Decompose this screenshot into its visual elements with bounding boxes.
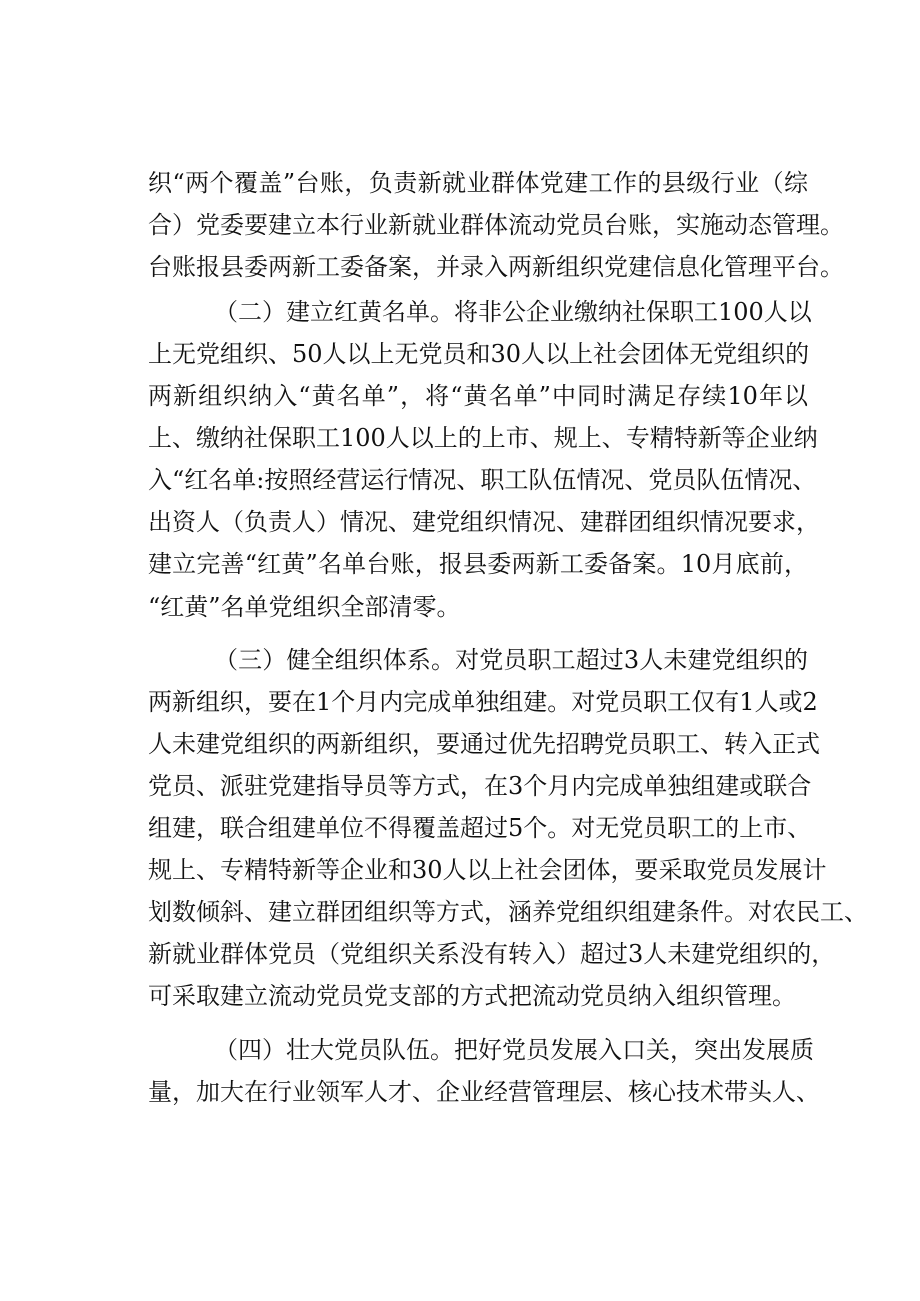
text-line: 合）党委要建立本行业新就业群体流动党员台账，实施动态管理。 [148,211,844,239]
text-line: 规上、专精特新等企业和30人以上社会团体，要采取党员发展计 [148,856,827,884]
text-line: 台账报县委两新工委备案，并录入两新组织党建信息化管理平台。 [148,253,844,281]
text-line: “红黄”名单党组织全部清零。 [148,593,461,621]
section-heading-line: （四）壮大党员队伍。把好党员发展入口关，突出发展质 [214,1036,814,1064]
text-line: 入“红名单:按照经营运行情况、职工队伍情况、党员队伍情况、 [148,466,817,494]
text-line: 两新组织纳入“黄名单”，将“黄名单”中同时满足存续10年以 [148,382,808,410]
text-line: 党员、派驻党建指导员等方式，在3个月内完成单独组建或联合 [148,772,812,800]
text-line: 上、缴纳社保职工100人以上的上市、规上、专精特新等企业纳 [148,424,818,452]
text-line: 上无党组织、50人以上无党员和30人以上社会团体无党组织的 [148,340,810,368]
text-line: 新就业群体党员（党组织关系没有转入）超过3人未建党组织的， [148,940,836,968]
text-line: 量，加大在行业领军人才、企业经营管理层、核心技术带头人、 [148,1078,820,1106]
text-line: 人未建党组织的两新组织，要通过优先招聘党员职工、转入正式 [148,730,820,758]
text-line: 两新组织，要在1个月内完成单独组建。对党员职工仅有1人或2 [148,688,818,716]
text-line: 组建，联合组建单位不得覆盖超过5个。对无党员职工的上市、 [148,814,812,842]
text-line: 建立完善“红黄”名单台账，报县委两新工委备案。10月底前， [148,550,808,578]
section-heading-line: （三）健全组织体系。对党员职工超过3人未建党组织的 [214,646,808,674]
section-heading-line: （二）建立红黄名单。将非公企业缴纳社保职工100人以 [214,298,812,326]
text-line: 划数倾斜、建立群团组织等方式，涵养党组织组建条件。对农民工、 [148,898,868,926]
text-line: 出资人（负责人）情况、建党组织情况、建群团组织情况要求， [148,508,820,536]
text-line: 织“两个覆盖”台账，负责新就业群体党建工作的县级行业（综 [148,169,808,197]
text-line: 可采取建立流动党员党支部的方式把流动党员纳入组织管理。 [148,982,796,1010]
